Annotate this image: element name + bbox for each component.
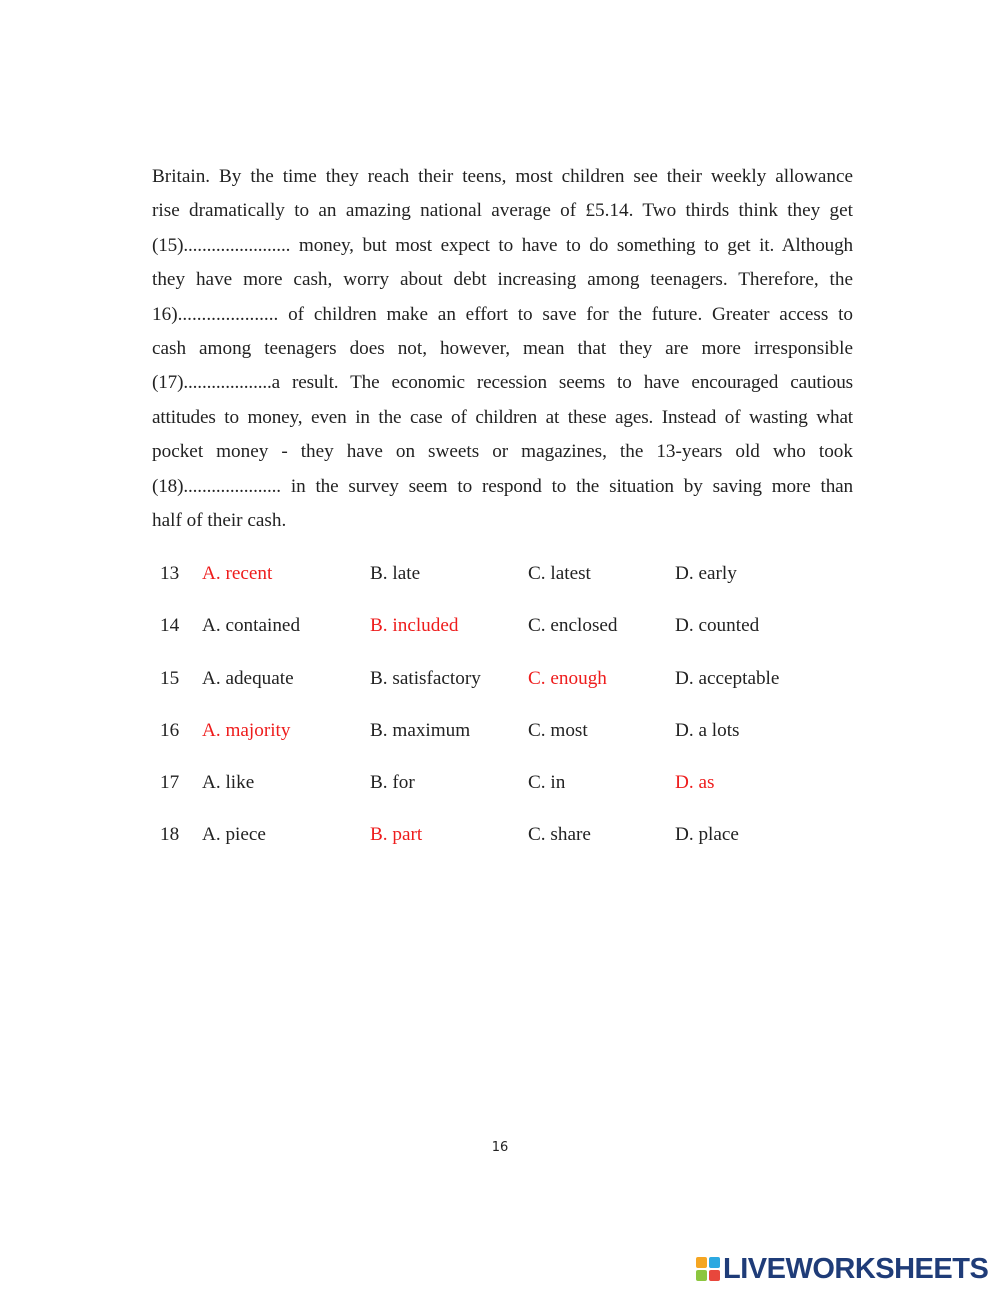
- question-number: 15: [160, 667, 180, 689]
- reading-passage: [152, 160, 853, 538]
- logo-square: [709, 1257, 720, 1268]
- question-number: 13: [160, 563, 180, 584]
- option-a[interactable]: A. recent: [202, 563, 273, 584]
- option-c[interactable]: C. latest: [528, 563, 591, 584]
- question-row-15: [152, 660, 852, 712]
- passage-line: they have more cash, worry about debt increasing among teenagers. Therefore, the: [152, 269, 853, 291]
- liveworksheets-brand: [696, 1252, 988, 1286]
- question-row-17: [152, 764, 852, 816]
- answer-options-table: [152, 555, 852, 869]
- option-a[interactable]: A. piece: [202, 824, 266, 846]
- passage-line: Britain. By the time they reach their teens, most children see their weekly allowance: [152, 166, 853, 187]
- question-row-13: [152, 555, 852, 607]
- question-row-14: [152, 607, 852, 659]
- option-c[interactable]: C. most: [528, 719, 588, 741]
- option-b[interactable]: B. satisfactory: [370, 667, 481, 689]
- option-b[interactable]: B. late: [370, 563, 421, 584]
- passage-line: rise dramatically to an amazing national average of £5.14. Two thirds think they get: [152, 200, 853, 222]
- question-row-16: [152, 712, 852, 764]
- option-d[interactable]: D. counted: [675, 615, 760, 637]
- option-d[interactable]: D. as: [675, 772, 715, 794]
- question-number: 18: [160, 824, 180, 846]
- option-d[interactable]: D. acceptable: [675, 667, 780, 689]
- option-a[interactable]: A. majority: [202, 719, 291, 741]
- passage-line: (18)..................... in the survey seem to respond to the situation by saving more than: [152, 475, 853, 497]
- option-d[interactable]: D. place: [675, 824, 739, 846]
- option-c[interactable]: C. share: [528, 824, 591, 846]
- passage-line: cash among teenagers does not, however, mean that they are more irresponsible: [152, 337, 853, 359]
- option-c[interactable]: C. enclosed: [528, 615, 618, 637]
- page-number: 16: [491, 1140, 509, 1155]
- option-b[interactable]: B. maximum: [370, 719, 471, 741]
- passage-line: half of their cash.: [152, 509, 287, 531]
- question-number: 14: [160, 615, 180, 637]
- passage-line: 16)..................... of children make an effort to save for the future. Greater access to: [152, 303, 853, 325]
- logo-square: [696, 1257, 707, 1268]
- option-d[interactable]: D. a lots: [675, 719, 740, 741]
- logo-square: [696, 1270, 707, 1281]
- option-c[interactable]: C. in: [528, 772, 566, 794]
- passage-line: pocket money - they have on sweets or magazines, the 13-years old who took: [152, 441, 853, 463]
- option-b[interactable]: B. part: [370, 824, 423, 846]
- option-a[interactable]: A. like: [202, 772, 255, 794]
- logo-square: [709, 1270, 720, 1281]
- passage-line: attitudes to money, even in the case of children at these ages. Instead of wasting what: [152, 406, 853, 428]
- option-c[interactable]: C. enough: [528, 667, 607, 689]
- option-a[interactable]: A. contained: [202, 615, 301, 637]
- passage-line: (15)....................... money, but most expect to have to do something to get it. Although: [152, 234, 853, 256]
- brand-text: LIVEWORKSHEETS: [723, 1252, 989, 1285]
- passage-line: (17)...................a result. The economic recession seems to have encouraged cautious: [152, 372, 853, 394]
- question-number: 17: [160, 772, 180, 794]
- liveworksheets-logo-icon: [696, 1257, 720, 1281]
- option-b[interactable]: B. included: [370, 615, 459, 637]
- question-row-18: [152, 816, 852, 868]
- option-b[interactable]: B. for: [370, 772, 415, 794]
- option-d[interactable]: D. early: [675, 563, 737, 584]
- question-number: 16: [160, 719, 180, 741]
- option-a[interactable]: A. adequate: [202, 667, 294, 689]
